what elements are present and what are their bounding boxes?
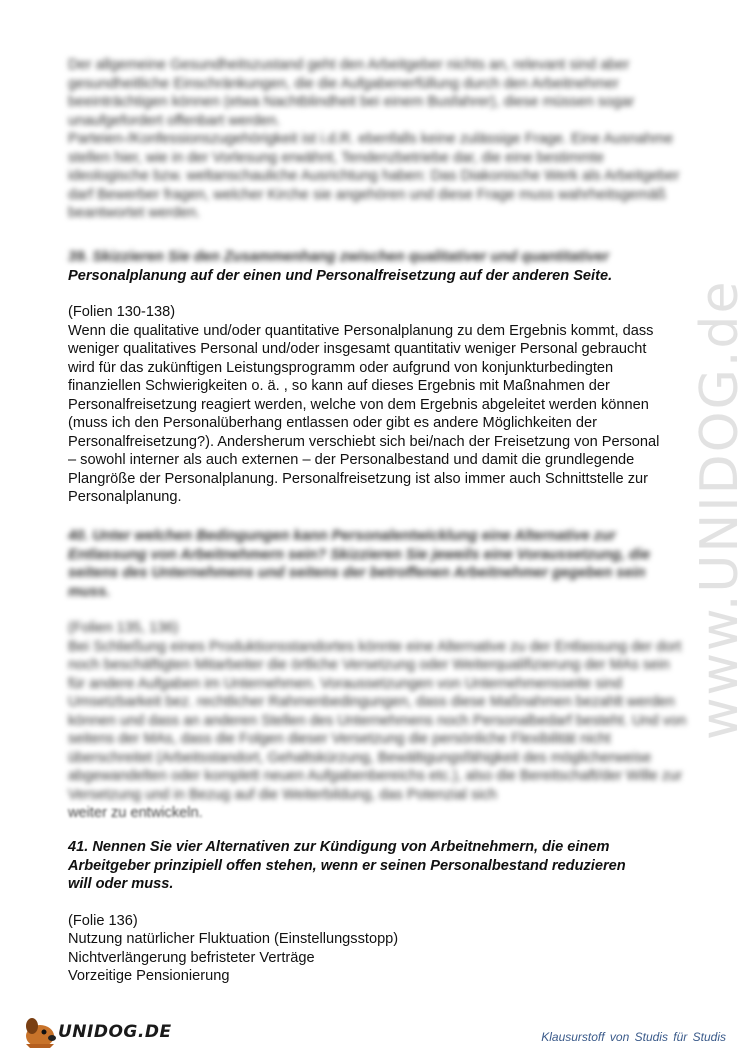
q41-heading-line: 41. Nennen Sie vier Alternativen zur Kündigung von Arbeitnehmern, die einem bbox=[68, 839, 610, 855]
q40-reference: (Folien 135, 136) bbox=[68, 620, 179, 636]
q40-tail: weiter zu entwickeln. bbox=[68, 805, 203, 821]
spacer bbox=[68, 894, 688, 912]
footer-tagline: Klausurstoff von Studis für Studis bbox=[541, 1030, 726, 1044]
spacer bbox=[68, 601, 688, 619]
q39-line: finanziellen Schwierigkeiten o. ä. , so kann auf dieses Ergebnis mit Maßnahmen der bbox=[68, 378, 610, 394]
q39-line: Personalplanung. bbox=[68, 489, 182, 505]
q39-line: – sowohl interner als auch externen – der Personalbestand und damit die grundlegende bbox=[68, 452, 635, 468]
q39-heading-line-2: Personalplanung auf der einen und Personalfreisetzung auf der anderen Seite. bbox=[68, 267, 613, 284]
q40-body: Bei Schließung eines Produktionsstandortes könnte eine Alternative zu der Entlassung der dort noch beschäftigten Mitarbeiter die örtliche Versetzung oder Weiterqualifizierung der MAs sein für andere Aufgaben im Unternehmen. Voraussetzungen von Unternehmensseite sind Umsetzbarkeit bez. rechtlicher Rahmenbedingungen, dass diese Maßnahmen bezahlt werden können und dass an anderen Stellen des Unternehmens noch Personalbedarf besteht. Und von seitens der MAs, dass die Folgen dieser Versetzung die persönliche Flexibilität nicht überschreitet (Arbeitsstandort, Gehaltskürzung, Bewältigungsfähigkeit des möglicherweise abgewandelten oder komplett neuen Aufgabenbereichs etc.), also die Bereitschaft/der Wille zur Versetzung und in Bezug auf die Weiterbildung, das Potenzial sich bbox=[68, 638, 687, 803]
unidog-logo-text: UNIDOG.DE bbox=[58, 1022, 172, 1042]
spacer bbox=[68, 285, 688, 303]
q39-line: wird für das zukünftigen Leistungsprogramm oder aufgrund von konjunkturbedingten bbox=[68, 359, 614, 376]
question-39 bbox=[68, 248, 688, 507]
question-40-blurred bbox=[68, 527, 688, 823]
intro-blurred-section bbox=[68, 56, 688, 223]
q39-heading-line-1: 39. Skizzieren Sie den Zusammenhang zwischen qualitativer und quantitativer bbox=[68, 249, 609, 265]
q39-line: Personalfreisetzung?). Andersherum verschiebt sich bei/nach der Freisetzung von Personal bbox=[68, 433, 660, 450]
q41-item: Vorzeitige Pensionierung bbox=[68, 968, 230, 984]
q41-item: Nichtverlängerung befristeter Verträge bbox=[68, 949, 315, 966]
q39-line: Wenn die qualitative und/oder quantitative Personalplanung zu dem Ergebnis kommt, dass bbox=[68, 322, 654, 339]
q39-line: Plangröße der Personalplanung. Personalfreisetzung ist also immer auch Schnittstelle zur bbox=[68, 470, 648, 487]
q41-heading-line: Arbeitgeber prinzipiell offen stehen, wenn er seinen Personalbestand reduzieren bbox=[68, 857, 626, 874]
q40-heading: 40. Unter welchen Bedingungen kann Personalentwicklung eine Alternative zur Entlassung von Arbeitnehmern sein? Skizzieren Sie jeweils eine Voraussetzung, die seitens des Unternehmens und seitens der betroffenen Arbeitnehmer gegeben sein muss. bbox=[68, 528, 651, 600]
q39-reference: (Folien 130-138) bbox=[68, 304, 176, 320]
question-41 bbox=[68, 838, 688, 986]
q39-line: (muss ich den Personalüberhang entlassen oder gibt es andere Möglichkeiten der bbox=[68, 415, 597, 431]
site-watermark: www.UNIDOG.de bbox=[690, 279, 750, 740]
q41-heading-line: will oder muss. bbox=[68, 876, 174, 892]
intro-paragraph-1: Der allgemeine Gesundheitszustand geht den Arbeitgeber nichts an, relevant sind aber gesundheitliche Einschränkungen, die die Aufgabenerfüllung durch den Arbeitnehmer beeinträchtigen können (etwa Nachtblindheit bei einem Busfahrer), diese müssen sogar unaufgefordert offenbart werden. bbox=[68, 57, 635, 129]
q41-item: Nutzung natürlicher Fluktuation (Einstellungsstopp) bbox=[68, 931, 399, 947]
q39-line: Personalfreisetzung reagiert werden, welche von dem Ergebnis abgeleitet werden können bbox=[68, 396, 649, 413]
q41-reference: (Folie 136) bbox=[68, 912, 138, 929]
q39-line: weniger qualitatives Personal und/oder insgesamt quantitativ weniger Personal gebraucht bbox=[68, 341, 647, 357]
intro-paragraph-2: Parteien-/Konfessionszugehörigkeit ist i.d.R. ebenfalls keine zulässige Frage. Eine Ausnahme stellen hier, wie in der Vorlesung erwähnt, Tendenzbetriebe dar, die eine bestimmte ideologische bzw. weltanschauliche Ausrichtung haben: Das Diakonische Werk als Arbeitgeber darf Bewerber fragen, welcher Kirche sie angehören und diese Frage muss wahrheitsgemäß beantwortet werden. bbox=[68, 131, 680, 221]
